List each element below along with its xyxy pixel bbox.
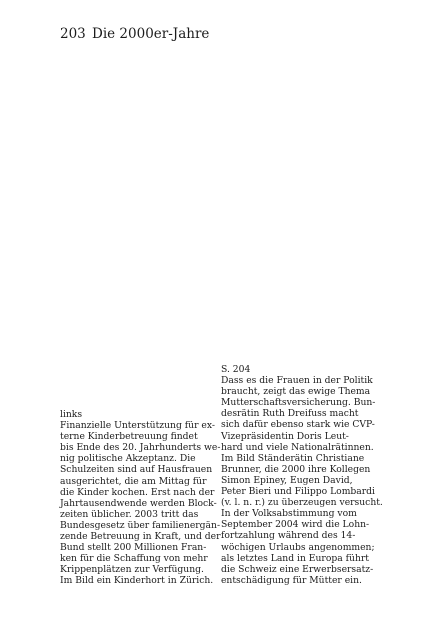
caption-right-line: In der Volksabstimmung vom (221, 508, 357, 520)
caption-left-line: links (60, 409, 83, 420)
page-number: 203 (60, 26, 86, 42)
caption-left-line: nig politische Akzeptanz. Die (60, 453, 196, 465)
caption-left-line: Krippenplätzen zur Verfügung. (60, 564, 204, 576)
caption-left-line: die Kinder kochen. Erst nach der (60, 486, 215, 498)
caption-right-line: S. 204 (221, 364, 251, 375)
caption-right-line: die Schweiz eine Erwerbsersatz- (221, 563, 374, 575)
caption-left-line: ken für die Schaffung von mehr (60, 553, 208, 565)
caption-right-line: Peter Bieri und Filippo Lombardi (221, 486, 375, 498)
caption-left-line: Finanzielle Unterstützung für ex- (60, 420, 215, 432)
caption-right-line: wöchigen Urlaubs angenommen; (221, 541, 375, 553)
caption-right-line: September 2004 wird die Lohn- (221, 519, 370, 531)
caption-right-line: (v. l. n. r.) zu überzeugen versucht. (221, 497, 383, 509)
caption-left-line: terne Kinderbetreuung findet (60, 431, 198, 443)
caption-right-line: desrätin Ruth Dreifuss macht (221, 408, 359, 420)
caption-right-line: Mutterschaftsversicherung. Bun- (221, 397, 376, 409)
caption-right-line: fortzahlung während des 14- (221, 530, 356, 542)
caption-right-line: Vizepräsidentin Doris Leut- (221, 430, 349, 442)
caption-left-line: Jahrtausendwende werden Block- (60, 497, 217, 509)
caption-right-line: hard und viele Nationalrätinnen. (221, 441, 374, 453)
caption-left-line: ausgerichtet, die am Mittag für (60, 475, 207, 487)
caption-left (60, 409, 221, 587)
caption-left-line: Schulzeiten sind auf Hausfrauen (60, 464, 213, 476)
caption-right-line: braucht, zeigt das ewige Thema (221, 386, 371, 398)
caption-right-line: entschädigung für Mütter ein. (221, 574, 362, 586)
caption-left-line: bis Ende des 20. Jahrhunderts we- (60, 442, 221, 454)
caption-right-line: Im Bild Ständerätin Christiane (221, 452, 365, 464)
caption-left-line: Im Bild ein Kinderhort in Zürich. (60, 575, 214, 587)
running-head (60, 25, 209, 43)
caption-right-line: Simon Epiney, Eugen David, (221, 474, 353, 486)
caption-left-line: Bund stellt 200 Millionen Fran- (60, 542, 207, 554)
caption-right-line: Brunner, die 2000 ihre Kollegen (221, 463, 371, 475)
caption-right (221, 364, 383, 586)
chapter-title: Die 2000er-Jahre (92, 26, 210, 42)
caption-right-line: Dass es die Frauen in der Politik (221, 375, 373, 387)
caption-left-line: Bundesgesetz über familienergän- (60, 519, 221, 531)
caption-left-line: zeiten üblicher. 2003 tritt das (60, 508, 199, 520)
caption-right-line: sich dafür ebenso stark wie CVP- (221, 419, 375, 431)
caption-left-line: zende Betreuung in Kraft, und der (60, 531, 221, 543)
caption-right-line: als letztes Land in Europa führt (221, 552, 369, 564)
